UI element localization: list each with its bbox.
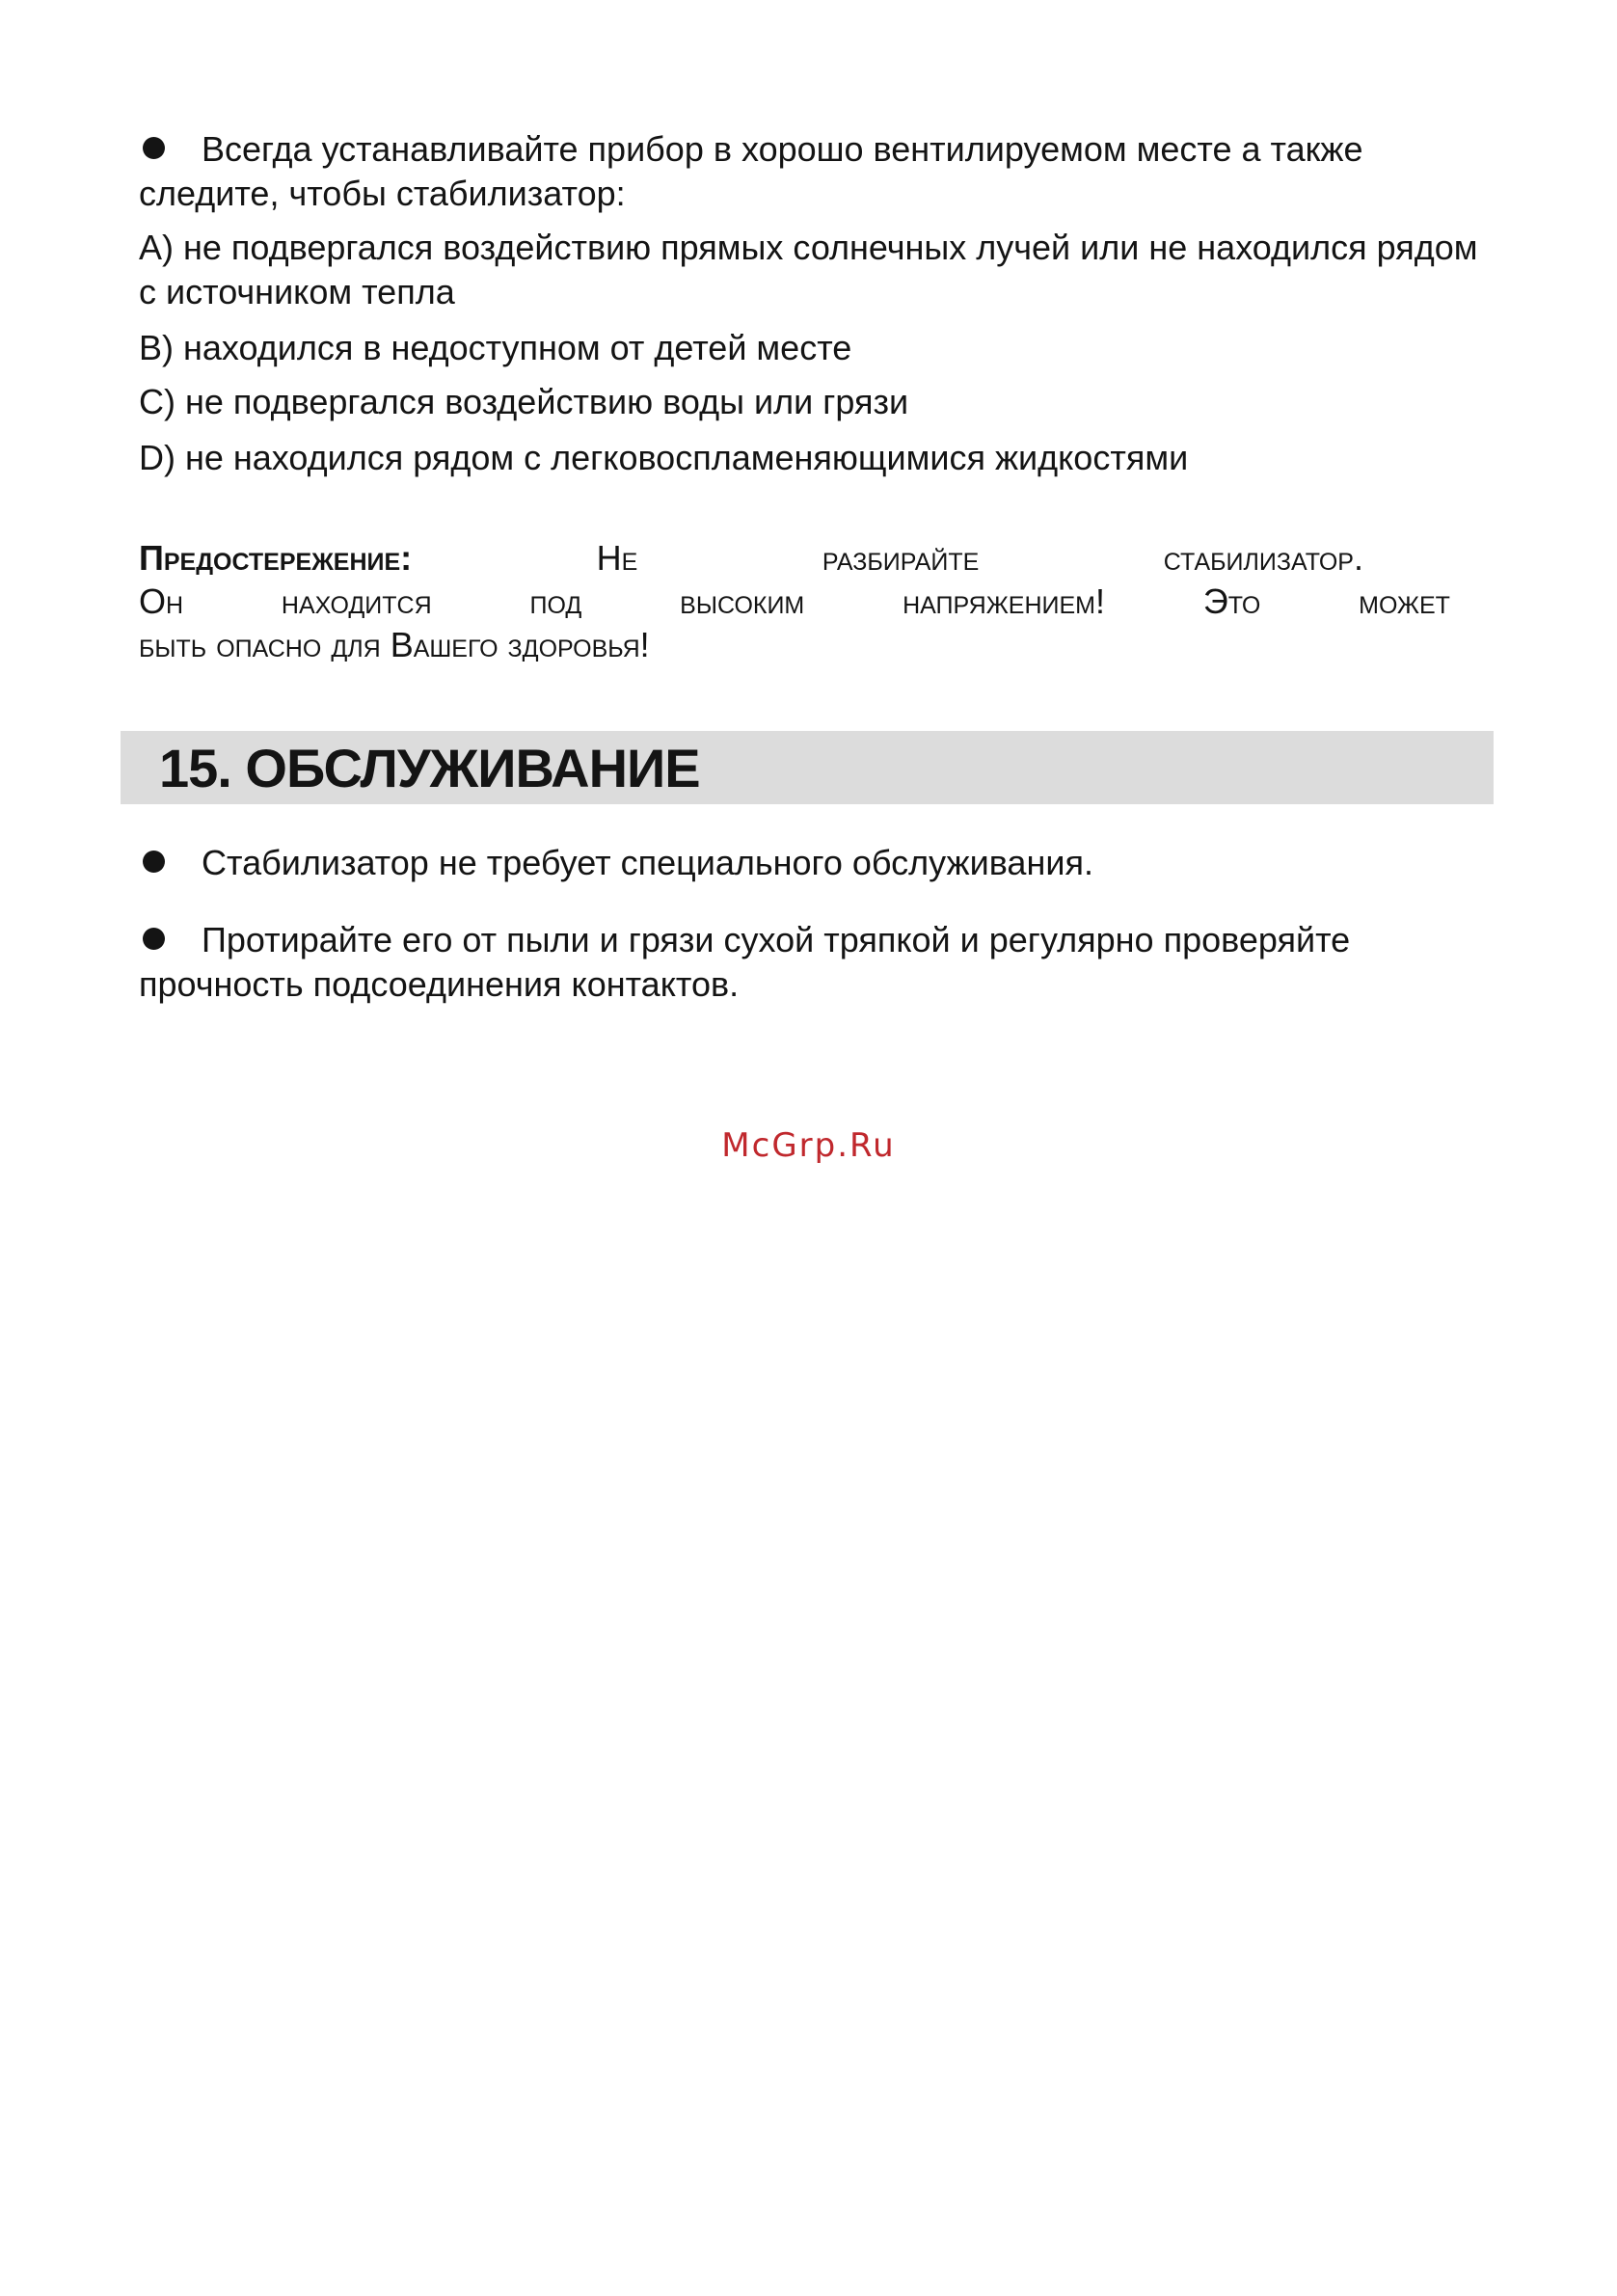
install-item-c: C) не подвергался воздействию воды или грязи [139, 382, 909, 421]
warning-line-3: быть опасно для Вашего здоровья! [139, 625, 650, 664]
warning-label: Предостережение: [139, 538, 413, 578]
install-item-b: B) находился в недоступном от детей месте [139, 328, 852, 367]
section-heading-bar [121, 731, 1494, 804]
bullet-dot-icon [143, 851, 165, 873]
install-intro: Всегда устанавливайте прибор в хорошо вентилируемом месте а также следите, чтобы стабилизатор: [139, 129, 1363, 213]
watermark: McGrp.Ru [721, 1126, 896, 1165]
maintenance-bullet-1: Стабилизатор не требует специального обслуживания. [139, 841, 1489, 885]
warning-line-1: Предостережение: Не разбирайте стабилизатор. [139, 538, 1363, 578]
warning-paragraph [139, 536, 1450, 666]
warning-line-2: Он находится под высоким напряжением! Это может [139, 581, 1450, 621]
maintenance-bullet-2: Протирайте его от пыли и грязи сухой тряпкой и регулярно проверяйте прочность подсоединения контактов. [139, 920, 1351, 1004]
install-bullet [139, 127, 1489, 216]
install-item-d: D) не находился рядом с легковоспламеняющимися жидкостями [139, 438, 1189, 477]
install-item-a: A) не подвергался воздействию прямых солнечных лучей или не находился рядом с источником тепла [139, 228, 1478, 311]
section-title: 15. ОБСЛУЖИВАНИЕ [159, 738, 700, 798]
bullet-dot-icon [143, 928, 165, 950]
bullet-dot-icon [143, 137, 165, 159]
